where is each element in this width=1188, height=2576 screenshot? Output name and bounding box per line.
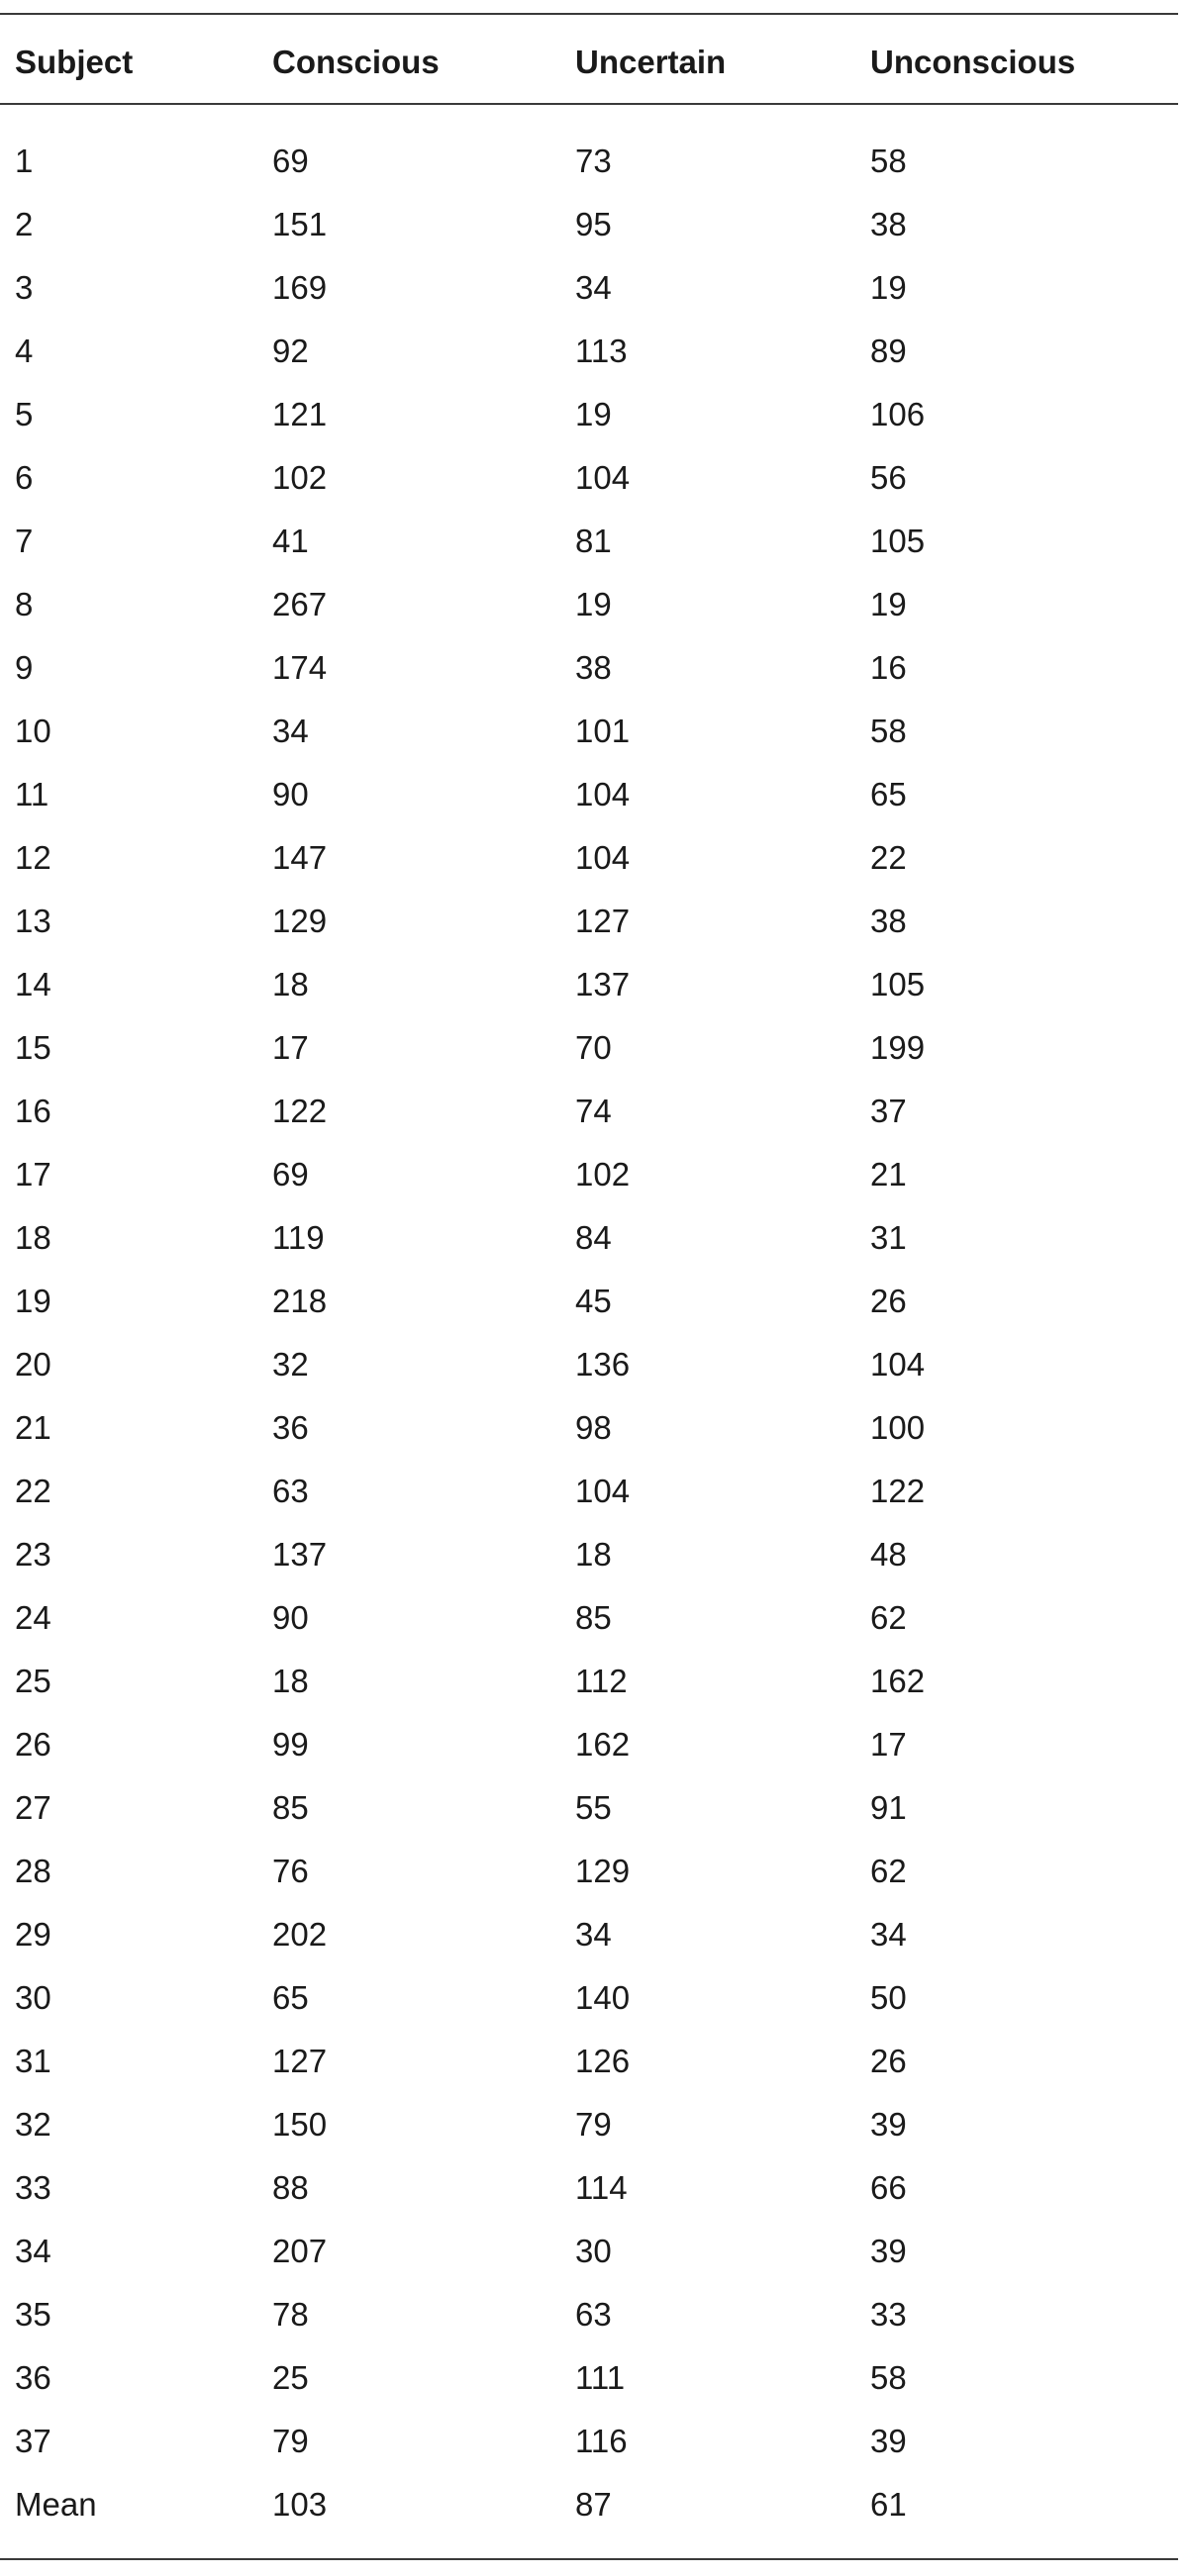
unconscious-cell: 162 <box>870 1663 926 1699</box>
subject-cell: 19 <box>15 1283 51 1319</box>
subject-cell: 27 <box>15 1789 51 1826</box>
uncertain-cell: 102 <box>575 1156 631 1193</box>
unconscious-cell: 38 <box>870 903 907 939</box>
unconscious-cell: 58 <box>870 713 907 749</box>
uncertain-cell: 19 <box>575 396 612 432</box>
conscious-cell: 69 <box>272 143 309 179</box>
conscious-cell: 267 <box>272 586 328 622</box>
conscious-cell: 99 <box>272 1726 309 1763</box>
table-row <box>0 1715 1178 1778</box>
table-row <box>0 195 1178 258</box>
unconscious-cell: 39 <box>870 2106 907 2143</box>
subject-cell: 13 <box>15 903 51 939</box>
uncertain-cell: 73 <box>575 143 612 179</box>
uncertain-cell: 127 <box>575 903 631 939</box>
table-body <box>0 132 1178 2538</box>
unconscious-cell: 66 <box>870 2169 907 2206</box>
uncertain-cell: 84 <box>575 1219 612 1256</box>
uncertain-cell: 38 <box>575 649 612 686</box>
subject-cell: 11 <box>15 776 50 812</box>
unconscious-cell: 26 <box>870 1283 907 1319</box>
header-uncertain: Uncertain <box>575 44 727 80</box>
conscious-cell: 202 <box>272 1916 328 1953</box>
table-row <box>0 1525 1178 1588</box>
subject-cell: 22 <box>15 1473 51 1509</box>
unconscious-cell: 89 <box>870 333 907 369</box>
table-row <box>0 2412 1178 2475</box>
table-row <box>0 2285 1178 2348</box>
subject-cell: 14 <box>15 966 51 1002</box>
unconscious-cell: 62 <box>870 1599 907 1636</box>
conscious-cell: 17 <box>272 1029 309 1066</box>
table-row <box>0 2475 1178 2538</box>
subject-cell: 2 <box>15 206 34 242</box>
uncertain-cell: 18 <box>575 1536 612 1573</box>
uncertain-cell: 112 <box>575 1663 628 1699</box>
table-row <box>0 1588 1178 1652</box>
header-subject: Subject <box>15 44 134 80</box>
uncertain-cell: 104 <box>575 839 631 876</box>
unconscious-cell: 100 <box>870 1409 926 1446</box>
unconscious-cell: 50 <box>870 1979 907 2016</box>
table-row <box>0 1842 1178 1905</box>
uncertain-cell: 101 <box>575 713 631 749</box>
table-row <box>0 2158 1178 2222</box>
subject-cell: 5 <box>15 396 34 432</box>
unconscious-cell: 56 <box>870 459 907 496</box>
uncertain-cell: 116 <box>575 2423 628 2459</box>
subject-cell: 37 <box>15 2423 51 2459</box>
unconscious-cell: 16 <box>870 649 907 686</box>
uncertain-cell: 126 <box>575 2043 631 2079</box>
table-row <box>0 2348 1178 2412</box>
uncertain-cell: 140 <box>575 1979 631 2016</box>
table-row <box>0 2095 1178 2158</box>
conscious-cell: 129 <box>272 903 328 939</box>
subject-cell: 16 <box>15 1093 51 1129</box>
subject-cell: 7 <box>15 523 34 559</box>
uncertain-cell: 98 <box>575 1409 612 1446</box>
uncertain-cell: 162 <box>575 1726 631 1763</box>
uncertain-cell: 114 <box>575 2169 628 2206</box>
unconscious-cell: 91 <box>870 1789 907 1826</box>
unconscious-cell: 19 <box>870 269 907 306</box>
uncertain-cell: 113 <box>575 333 628 369</box>
unconscious-cell: 104 <box>870 1346 926 1383</box>
table-row <box>0 1335 1178 1398</box>
conscious-cell: 102 <box>272 459 328 496</box>
unconscious-cell: 38 <box>870 206 907 242</box>
table-row <box>0 1398 1178 1462</box>
table-row <box>0 385 1178 448</box>
uncertain-cell: 129 <box>575 1853 631 1889</box>
table-row <box>0 1082 1178 1145</box>
uncertain-cell: 81 <box>575 523 612 559</box>
subject-cell: 35 <box>15 2296 51 2333</box>
subject-cell: 3 <box>15 269 34 306</box>
unconscious-cell: 58 <box>870 2359 907 2396</box>
conscious-cell: 151 <box>272 206 328 242</box>
uncertain-cell: 111 <box>575 2359 626 2396</box>
table-row <box>0 448 1178 512</box>
uncertain-cell: 45 <box>575 1283 612 1319</box>
subject-cell: 23 <box>15 1536 51 1573</box>
subject-cell: 8 <box>15 586 34 622</box>
conscious-cell: 122 <box>272 1093 328 1129</box>
uncertain-cell: 70 <box>575 1029 612 1066</box>
unconscious-cell: 37 <box>870 1093 907 1129</box>
conscious-cell: 127 <box>272 2043 328 2079</box>
conscious-cell: 85 <box>272 1789 309 1826</box>
unconscious-cell: 105 <box>870 523 926 559</box>
table-row <box>0 512 1178 575</box>
table-row <box>0 1145 1178 1208</box>
subject-cell: Mean <box>15 2486 97 2523</box>
table-bottom-rule <box>0 2558 1178 2560</box>
conscious-cell: 65 <box>272 1979 309 2016</box>
header-conscious: Conscious <box>272 44 440 80</box>
uncertain-cell: 34 <box>575 1916 612 1953</box>
uncertain-cell: 85 <box>575 1599 612 1636</box>
unconscious-cell: 105 <box>870 966 926 1002</box>
subject-cell: 9 <box>15 649 34 686</box>
unconscious-cell: 61 <box>870 2486 907 2523</box>
subject-cell: 24 <box>15 1599 51 1636</box>
table-row <box>0 892 1178 955</box>
subject-cell: 25 <box>15 1663 51 1699</box>
table-row <box>0 702 1178 765</box>
conscious-cell: 218 <box>272 1283 328 1319</box>
subject-cell: 32 <box>15 2106 51 2143</box>
uncertain-cell: 19 <box>575 586 612 622</box>
uncertain-cell: 55 <box>575 1789 612 1826</box>
unconscious-cell: 62 <box>870 1853 907 1889</box>
subject-cell: 17 <box>15 1156 51 1193</box>
uncertain-cell: 30 <box>575 2233 612 2269</box>
conscious-cell: 92 <box>272 333 309 369</box>
unconscious-cell: 65 <box>870 776 907 812</box>
conscious-cell: 79 <box>272 2423 309 2459</box>
unconscious-cell: 199 <box>870 1029 926 1066</box>
subject-cell: 30 <box>15 1979 51 2016</box>
subject-cell: 33 <box>15 2169 51 2206</box>
table-top-rule <box>0 13 1178 15</box>
conscious-cell: 18 <box>272 1663 309 1699</box>
table-row <box>0 258 1178 322</box>
uncertain-cell: 95 <box>575 206 612 242</box>
uncertain-cell: 104 <box>575 776 631 812</box>
unconscious-cell: 19 <box>870 586 907 622</box>
uncertain-cell: 137 <box>575 966 631 1002</box>
subject-cell: 12 <box>15 839 51 876</box>
conscious-cell: 36 <box>272 1409 309 1446</box>
subject-cell: 4 <box>15 333 34 369</box>
uncertain-cell: 104 <box>575 459 631 496</box>
unconscious-cell: 34 <box>870 1916 907 1953</box>
conscious-cell: 78 <box>272 2296 309 2333</box>
uncertain-cell: 34 <box>575 269 612 306</box>
subject-cell: 6 <box>15 459 34 496</box>
conscious-cell: 147 <box>272 839 328 876</box>
uncertain-cell: 79 <box>575 2106 612 2143</box>
uncertain-cell: 87 <box>575 2486 612 2523</box>
conscious-cell: 63 <box>272 1473 309 1509</box>
subject-cell: 15 <box>15 1029 51 1066</box>
conscious-cell: 207 <box>272 2233 328 2269</box>
table-row <box>0 765 1178 828</box>
subject-cell: 31 <box>15 2043 51 2079</box>
conscious-cell: 76 <box>272 1853 309 1889</box>
table-row <box>0 1652 1178 1715</box>
conscious-cell: 69 <box>272 1156 309 1193</box>
unconscious-cell: 22 <box>870 839 907 876</box>
conscious-cell: 88 <box>272 2169 309 2206</box>
unconscious-cell: 33 <box>870 2296 907 2333</box>
conscious-cell: 25 <box>272 2359 309 2396</box>
subject-cell: 10 <box>15 713 51 749</box>
subject-cell: 18 <box>15 1219 51 1256</box>
table-row <box>0 322 1178 385</box>
conscious-cell: 103 <box>272 2486 328 2523</box>
conscious-cell: 32 <box>272 1346 309 1383</box>
conscious-cell: 137 <box>272 1536 328 1573</box>
subject-cell: 34 <box>15 2233 51 2269</box>
uncertain-cell: 104 <box>575 1473 631 1509</box>
conscious-cell: 90 <box>272 1599 309 1636</box>
conscious-cell: 41 <box>272 523 309 559</box>
table-row <box>0 1462 1178 1525</box>
conscious-cell: 150 <box>272 2106 328 2143</box>
uncertain-cell: 136 <box>575 1346 631 1383</box>
conscious-cell: 119 <box>272 1219 325 1256</box>
table-row <box>0 1905 1178 1968</box>
unconscious-cell: 48 <box>870 1536 907 1573</box>
table-header-rule <box>0 103 1178 105</box>
uncertain-cell: 74 <box>575 1093 612 1129</box>
header-unconscious: Unconscious <box>870 44 1076 80</box>
table-header-row <box>0 36 1178 89</box>
conscious-cell: 121 <box>272 396 328 432</box>
unconscious-cell: 26 <box>870 2043 907 2079</box>
table-row <box>0 575 1178 638</box>
table-row <box>0 955 1178 1018</box>
conscious-cell: 34 <box>272 713 309 749</box>
table-row <box>0 1968 1178 2032</box>
conscious-cell: 174 <box>272 649 328 686</box>
uncertain-cell: 63 <box>575 2296 612 2333</box>
unconscious-cell: 122 <box>870 1473 926 1509</box>
table-row <box>0 1272 1178 1335</box>
table-row <box>0 132 1178 195</box>
subject-cell: 36 <box>15 2359 51 2396</box>
table-row <box>0 1778 1178 1842</box>
unconscious-cell: 17 <box>870 1726 907 1763</box>
unconscious-cell: 106 <box>870 396 926 432</box>
table-row <box>0 2222 1178 2285</box>
subject-cell: 29 <box>15 1916 51 1953</box>
table-row <box>0 1018 1178 1082</box>
conscious-cell: 169 <box>272 269 328 306</box>
unconscious-cell: 39 <box>870 2233 907 2269</box>
subject-cell: 20 <box>15 1346 51 1383</box>
table-row <box>0 638 1178 702</box>
unconscious-cell: 31 <box>870 1219 907 1256</box>
subject-cell: 1 <box>15 143 34 179</box>
conscious-cell: 18 <box>272 966 309 1002</box>
table-row <box>0 828 1178 892</box>
subject-cell: 21 <box>15 1409 51 1446</box>
unconscious-cell: 39 <box>870 2423 907 2459</box>
table-row <box>0 1208 1178 1272</box>
subject-cell: 28 <box>15 1853 51 1889</box>
unconscious-cell: 21 <box>870 1156 907 1193</box>
conscious-cell: 90 <box>272 776 309 812</box>
table-row <box>0 2032 1178 2095</box>
subject-cell: 26 <box>15 1726 51 1763</box>
unconscious-cell: 58 <box>870 143 907 179</box>
